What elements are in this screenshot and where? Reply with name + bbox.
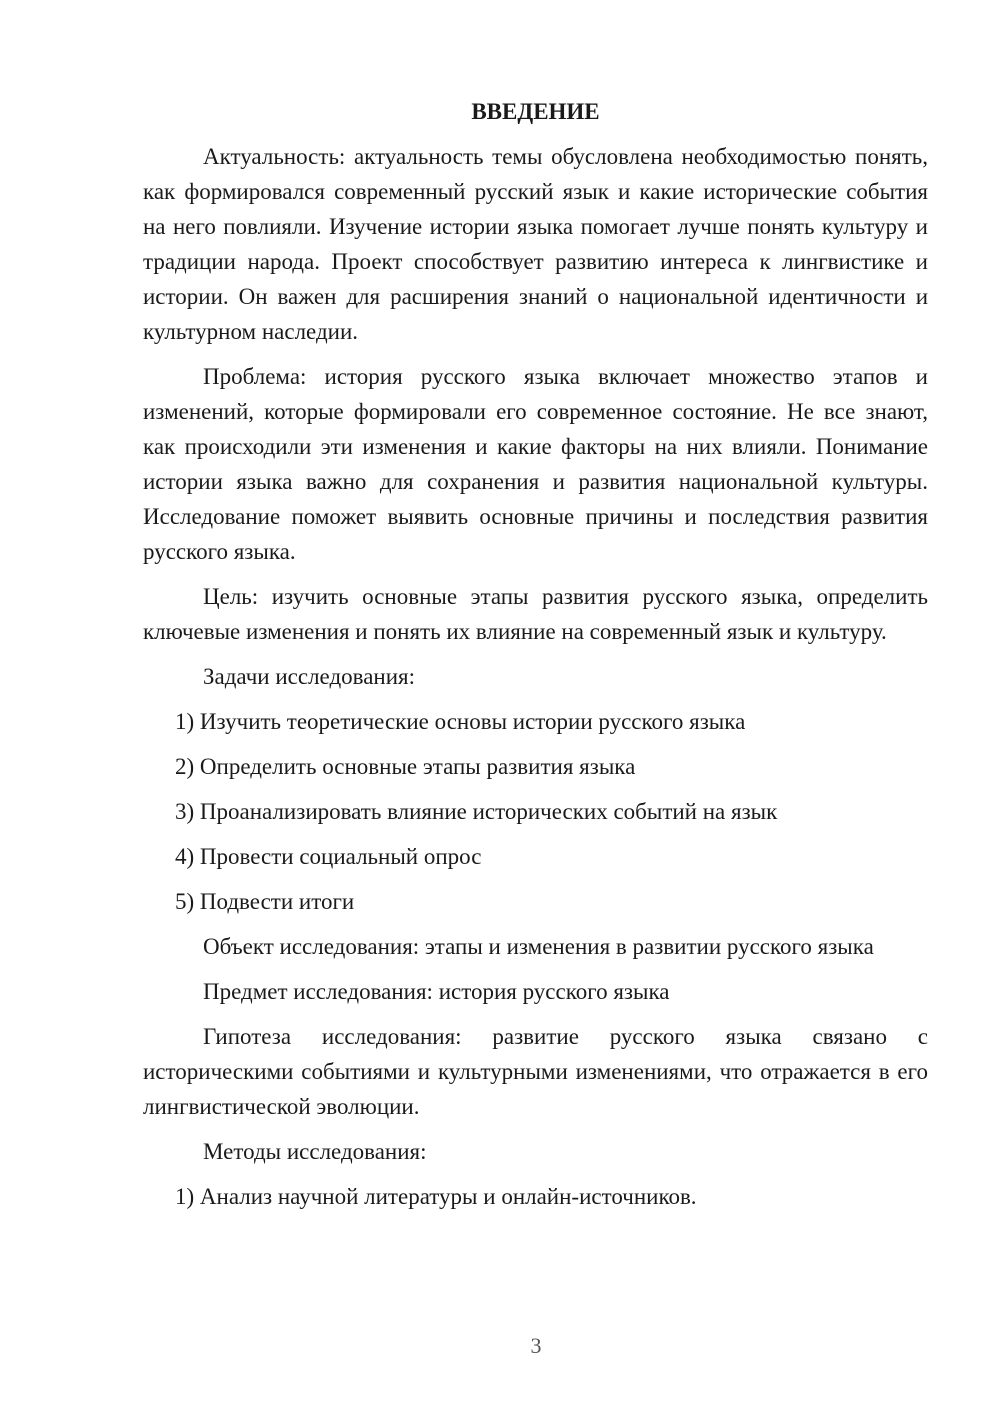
tasks-title: Задачи исследования:	[203, 664, 416, 689]
task-item: 4) Провести социальный опрос	[175, 844, 482, 869]
tasks-list	[143, 704, 928, 919]
task-item: 2) Определить основные этапы развития языка	[175, 754, 636, 779]
task-item: 3) Проанализировать влияние исторических событий на язык	[175, 799, 778, 824]
methods-title: Методы исследования:	[203, 1139, 427, 1164]
subject-line: Предмет исследования: история русского языка	[203, 979, 670, 1004]
object-line: Объект исследования: этапы и изменения в развитии русского языка	[203, 934, 874, 959]
hypothesis-paragraph: Гипотеза исследования: развитие русского языка связано с историческими событиями и культурными изменениями, что отражается в его лингвистической эволюции.	[143, 1024, 928, 1119]
page-content	[143, 94, 928, 1224]
page-heading: ВВЕДЕНИЕ	[471, 99, 600, 124]
task-item: 5) Подвести итоги	[175, 889, 355, 914]
goal-paragraph: Цель: изучить основные этапы развития русского языка, определить ключевые изменения и понять их влияние на современный язык и культуру.	[143, 584, 928, 644]
problem-paragraph: Проблема: история русского языка включает множество этапов и изменений, которые формировали его современное состояние. Не все знают, как происходили эти изменения и какие факторы на них влияли. Понимание истории языка важно для сохранения и развития национальной культуры. Исследование поможет выявить основные причины и последствия развития русского языка.	[143, 364, 928, 564]
page-number: 3	[530, 1333, 542, 1358]
methods-list	[143, 1179, 928, 1214]
method-item: 1) Анализ научной литературы и онлайн-источников.	[175, 1184, 697, 1209]
task-item: 1) Изучить теоретические основы истории русского языка	[175, 709, 746, 734]
relevance-paragraph: Актуальность: актуальность темы обусловлена необходимостью понять, как формировался современный русский язык и какие исторические события на него повлияли. Изучение истории языка помогает лучше понять культуру и традиции народа. Проект способствует развитию интереса к лингвистике и истории. Он важен для расширения знаний о национальной идентичности и культурном наследии.	[143, 144, 928, 344]
